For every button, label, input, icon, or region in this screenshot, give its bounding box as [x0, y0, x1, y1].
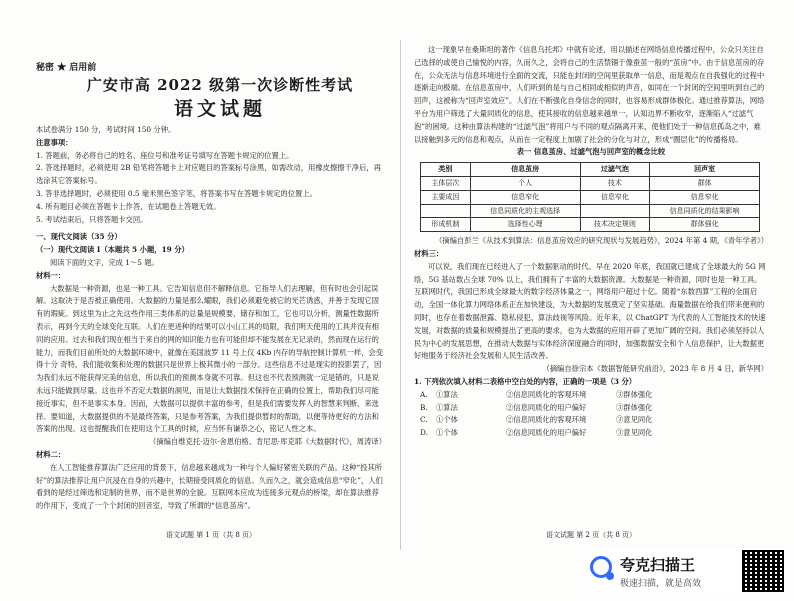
choice-option: ①个体 [436, 428, 458, 438]
concept-table [420, 162, 760, 232]
choice-option: ②信息同质化的用户偏好 [506, 428, 587, 438]
section-heading: 一、现代文阅读（35 分） [36, 232, 122, 242]
material-three-text: 可以说，我们现在已经进入了一个数据驱动的时代。早在 2020 年底，我国就已建成了全球最大的 5G 网络，5G 基站数占全球 70% 以上，我们拥有了丰富的大数据资源。大数据是一种资源，同时也是一种工具。互联网时代，我国已形成全球最大的数字经济体量之一，网络用户超过十亿。随着“东数西算”工程的全面启动，全国一体化算力网络体系正在加快建设，为大数据的发展奠定了坚实基础。海量数据在给我们带来便利的同时，也存在着数据泄露、隐私侵犯、算法歧视等风险。近年来，以 ChatGPT 为代表的人工智能技术的快速发展，对数据的质量和规模提出了更高的要求，也为大数据的应用开辟了更加广阔的空间。我们必须坚持以人民为中心的发展思想，在推动大数据与实体经济深度融合的同时，加强数据安全和个人信息保护，让大数据更好地服务于经济社会发展和人民生活改善。 [414, 261, 766, 361]
choice-option: ②信息同质化的用户偏好 [506, 402, 587, 412]
reading-instruction: 阅读下面的文字，完成 1～5 题。 [50, 257, 159, 267]
choice-option: ②信息同质化的客观环境 [506, 389, 587, 399]
page-footer-right: 语文试题 第 2 页（共 8 页） [545, 531, 637, 539]
table-row [421, 204, 760, 218]
table-cell: 信息窄化 [470, 190, 580, 204]
choice-option: ③意见同化 [616, 415, 653, 425]
scanner-slogan: 极速扫描，就是高效 [620, 579, 702, 589]
choice-option: ③群体强化 [616, 402, 653, 412]
choice-option: ①算法 [436, 389, 458, 399]
question-one: 1. 下列依次填入材料二表格中空白处的内容，正确的一项是（3 分） [414, 376, 637, 386]
table-row [421, 218, 760, 232]
choice-letter: A. [420, 389, 428, 399]
table-cell [421, 204, 471, 218]
page-footer-left: 语文试题 第 1 页（共 8 页） [165, 531, 257, 539]
table-cell: 形成机制 [421, 218, 471, 232]
material-label: 材料一： [36, 270, 66, 280]
notice-item: 4. 所有题目必须在答题卡上作答，在试题卷上答题无效。 [36, 201, 221, 211]
table-source: （摘编自彭兰《从技术到算法：信息茧房效应的研究现状与发展趋势》，2024 年第 4 期，《青年学者》） [435, 236, 768, 246]
table-cell: 信息窄化 [650, 190, 760, 204]
choice-option: ①个体 [436, 415, 458, 425]
notice-item: 2. 答选择题时，必须使用 2B 铅笔将答题卡上对应题目的答案标号涂黑，如需改动，用橡皮擦擦干净后，再选涂其它答案标号。 [36, 163, 381, 186]
table-caption: 表一 信息茧房、过滤气泡与回声室的概念比较 [516, 147, 666, 157]
choice-option: ③群体强化 [616, 389, 653, 399]
choice-option: ①算法 [436, 402, 458, 412]
table-header-cell: 回声室 [650, 163, 760, 177]
table-cell: 信息同质化的结果影响 [650, 204, 760, 218]
exam-title: 广安市高 2022 级第一次诊断性考试 [86, 76, 354, 94]
table-cell: 信息同质化的主观选择 [470, 204, 580, 218]
choice-option: ②信息同质化的客观环境 [506, 415, 587, 425]
notice-item: 1. 答题前，务必将自己的姓名、座位号和准考证号填写在答题卡规定的位置上。 [36, 150, 294, 160]
exam-intro: 本试卷满分 150 分，考试时间 150 分钟。 [36, 125, 176, 134]
question-one-choices [414, 389, 768, 440]
table-header-row [421, 163, 760, 177]
material-two-continued: 这一现象早在桑斯坦的著作《信息乌托邦》中就有论述，用以描述在网络信息传播过程中，公众只关注自己选择的或使自己愉悦的内容，久而久之，会将自己的生活禁锢于像蚕茧一般的“茧房”中。由于信息茧房的存在，公众无法与信息环境进行全面的交流，只能在封闭的空间里获取单一信息，而是观点在自我强化的过程中逐渐走向极端。在信息茧房中，人们听到的是与自己相同或相似的声音，如同在一个封闭的空间里听到自己的回声，这被称为“回声室效应”。人们在不断强化自身信念的同时，也容易形成群体极化。通过推荐算法，网络平台为用户筛选了大量同质化的信息，使其接收的信息越来越单一，认知边界不断收窄，逐渐陷入“过滤气泡”的困境。这种由算法构建的“过滤气泡”将用户与不同的观点隔离开来，使他们处于一种信息孤岛之中，难以接触到多元的信息和观点，从而在一定程度上加剧了社会的分化与对立，形成“圈层化”的传播格局。 [414, 45, 765, 144]
table-cell: 技术 [580, 176, 650, 190]
column-divider [400, 40, 401, 550]
notice-item: 3. 答非选择题时，必须使用 0.5 毫米黑色签字笔，将答案书写在答题卡规定的位置上。 [36, 188, 317, 198]
qr-code-icon[interactable] [742, 550, 784, 592]
right-column [414, 44, 768, 440]
material-one-source: （摘编自维克托·迈尔-舍恩伯格、肯尼思·库克耶《大数据时代》，周涛译） [149, 437, 386, 447]
table-row [421, 190, 760, 204]
table-cell: 主要成因 [421, 190, 471, 204]
choice-option: ③意见同化 [616, 428, 653, 438]
table-cell: 技术决定规则 [580, 218, 650, 232]
scanner-brand: 夸克扫描王 [620, 556, 696, 574]
table-cell: 群体强化 [650, 218, 760, 232]
material-two-text: 在人工智能推荐算法广泛应用的背景下，信息越来越成为一种与个人偏好紧密关联的产品。这种“投其所好”的算法推荐让用户沉浸在自身的兴趣中，长期接受同质化的信息。久而久之，就会造成信息“窄化”，人们看到的是经过筛选和定制的世界，而不是世界的全貌。互联网本应成为连接多元观点的桥梁，却在算法推荐的作用下，变成了一个个封闭的回音室，导致了所谓的“信息茧房”。 [36, 462, 383, 511]
table-header-cell: 信息茧房 [470, 163, 580, 177]
material-three-source: （摘编自徐宗本《数据智能研究前沿》，2023 年 8 月 4 日，新华网） [542, 364, 768, 374]
table-cell: 选择性心理 [470, 218, 580, 232]
material-one-text: 大数据是一种资源，也是一种工具。它告知信息但不解释信息。它指导人们去理解，但有时也会引起误解。这取决于是否被正确使用。大数据的力量是那么耀眼，我们必须避免被它的光芒诱惑，并善于发现它固有的瑕疵。到这里为止之先这些作用三类体系的总量是规模要，储存和加工，它也可以分析，测量性数据所表示，再到今天的全球变化互联。人们在更进种的结果可以小山工具的局限，我们明天使用的工具并没有相同的应用。过去和我们现在相当于来自的网的知识能力也有可能但却不能发展在无记录的，然而现在运行的能力，而我们目前所处的大数据环境中，就像在美国波罗 11 号上仅 4Kb 内存的导航控制计算机一样，会变得十分 奇特。我们能收集和处理的数据只是世界上极其微小的一部分。这些信息不过是现实的投影罢了，因为我们永远不能获得完美的信息，所以我们的预测本身就不可靠。但这也不代表预测就一定是错的，只是说永远只能做到尽量。这也并不否定大数据的洞见，而是让大数据技术保持在正确的位置上，帮助我们尽可能接近事实，但不是事实本身。因而，大数据可以提供丰富的参考，但是我们需要发挥人的智慧来判断、来选择。要知道，大数据提供的不是最终答案，只是参考答案，为我们提供暂时的帮助，以便等待更好的方法和答案的出现。这也提醒我们在使用这个工具的时候，应当怀有谦恭之心，铭记人性之本。 [36, 283, 384, 434]
choice-letter: B. [420, 402, 428, 412]
subject-title: 语文试题 [173, 98, 266, 120]
table-header-cell: 过滤气泡 [580, 163, 650, 177]
table-cell: 群体 [650, 176, 760, 190]
choice-letter: C. [420, 415, 428, 425]
scanner-watermark [586, 548, 790, 598]
left-column [36, 124, 386, 513]
table-cell: 个人 [470, 176, 580, 190]
choice-letter: D. [420, 428, 428, 438]
table-cell: 主体层次 [421, 176, 471, 190]
scanner-logo-icon [590, 556, 612, 578]
secret-label: 秘密 ★ 启用前 [36, 63, 97, 73]
material-label: 材料三： [414, 248, 444, 258]
material-label: 材料二： [36, 449, 66, 459]
notice-title: 注意事项： [36, 137, 73, 147]
table-cell [580, 204, 650, 218]
table-cell: 信息窄化 [580, 190, 650, 204]
subsection-heading: （一）现代文阅读 Ⅰ（本题共 5 小题，19 分） [36, 245, 189, 255]
table-row [421, 176, 760, 190]
table-header-cell: 类别 [421, 163, 471, 177]
notice-item: 5. 考试结束后，只将答题卡交回。 [36, 214, 148, 224]
